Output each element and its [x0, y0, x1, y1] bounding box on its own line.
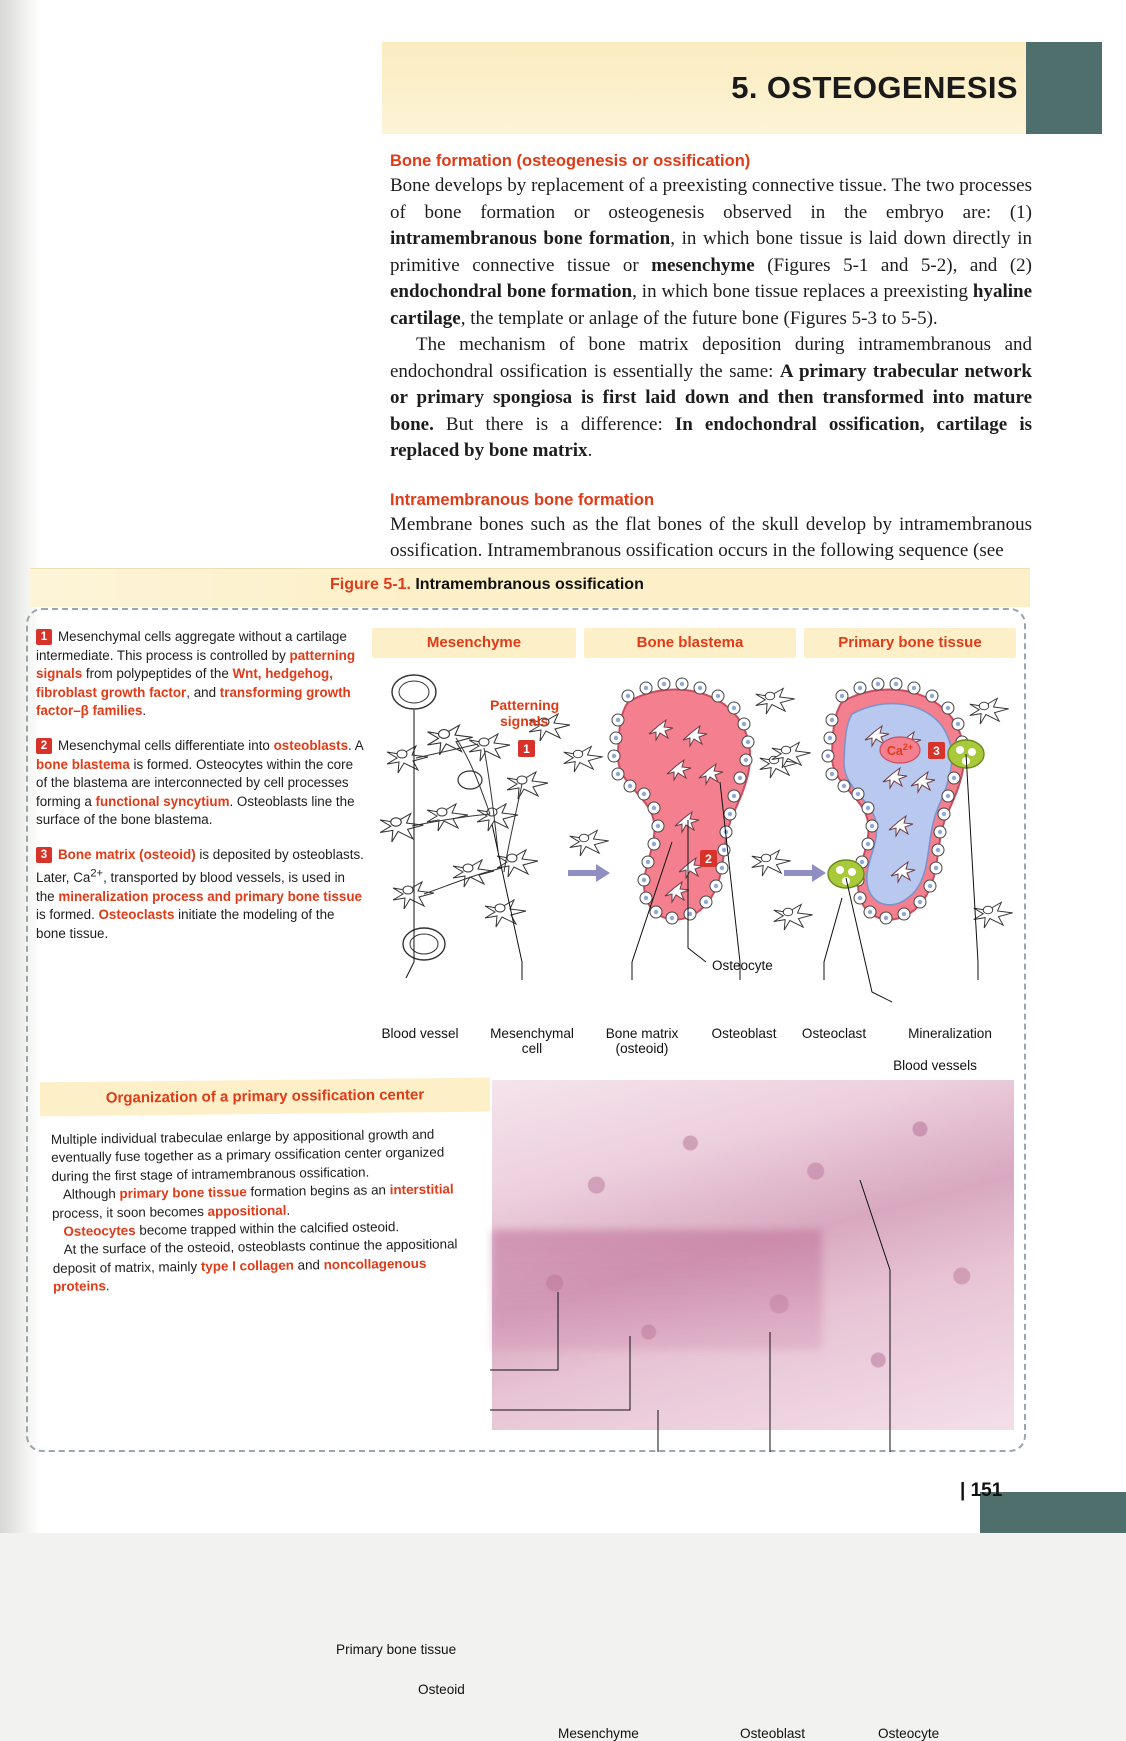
paragraph-3: Membrane bones such as the flat bones of the skull develop by intramembranous ossification. Intramembranous ossification occurs in the following sequence (see: [390, 513, 1032, 561]
label-osteoid: Osteoid: [418, 1682, 465, 1697]
label-patterning-signals-1: Patterning: [490, 697, 560, 713]
header-corner-block: [1026, 42, 1102, 134]
page-title: 5. OSTEOGENESIS: [731, 70, 1018, 105]
section-heading-1: Bone formation (osteogenesis or ossification): [390, 152, 751, 170]
label-primary-bone-tissue: Primary bone tissue: [336, 1642, 457, 1657]
panel-header-bone-blastema: Bone blastema: [584, 628, 796, 658]
panel-header-primary-bone-tissue: Primary bone tissue: [804, 628, 1016, 658]
note-2: [36, 737, 366, 830]
label-osteoblast: Osteoblast: [711, 1026, 777, 1041]
paragraph-2: The mechanism of bone matrix deposition during intramembranous and endochondral ossification is essentially the same: A primary trabecular network or primary spongiosa is first laid down and then transformed into mature bone. But there is a difference: In endochondral ossification, cartilage is replaced by bone matrix.: [390, 334, 1032, 461]
step-badge-2: 2: [36, 738, 52, 754]
label-mineralization: Mineralization: [908, 1026, 992, 1041]
body-column: [390, 152, 1032, 565]
svg-text:3: 3: [933, 744, 940, 758]
label-osteoclast: Osteoclast: [801, 1026, 867, 1041]
label-mesenchyme: Mesenchyme: [558, 1726, 639, 1741]
figure-number: Figure 5-1.: [330, 576, 411, 593]
note-3: [36, 846, 366, 943]
panel-bone-blastema-art: [564, 678, 799, 973]
panel-mesenchyme-art: [380, 675, 570, 960]
label-osteocyte-micro: Osteocyte: [878, 1726, 940, 1741]
note-3-text: Bone matrix (osteoid) is deposited by osteoblasts. Later, $Ca^{2+}$, transported by blood vessels, is used in the mineralization process and primary bone tissue is formed. Osteoclasts initiate the modeling of the bone tissue.: [36, 846, 364, 941]
figure-name: Intramembranous ossification: [415, 576, 644, 593]
svg-text:Ca2+: $Ca^{2+}$: [886, 742, 914, 758]
step-badge-3: 3: [36, 847, 52, 863]
label-mesenchymal-cell: Mesenchymal cell: [490, 1026, 574, 1056]
section-heading-2: Intramembranous bone formation: [390, 490, 655, 509]
svg-text:2: 2: [705, 852, 712, 866]
step-badge-1: 1: [36, 629, 52, 645]
figure-notes: [36, 628, 366, 959]
label-blood-vessel: Blood vessel: [381, 1026, 459, 1041]
ossification-diagram: [372, 662, 1018, 1032]
note-2-text: Mesenchymal cells differentiate into osteoblasts. A bone blastema is formed. Osteocytes within the core of the blastema are interconnected by cell processes forming a functional syncytium. Osteoblasts line the surface of the bone blastema.: [36, 737, 363, 828]
label-osteoblast-micro: Osteoblast: [740, 1726, 805, 1741]
panel-primary-bone-art: [772, 678, 1013, 930]
label-osteocyte-inner: Osteocyte: [712, 958, 773, 973]
figure-artwork: [372, 662, 1018, 1032]
arrow-2: [784, 864, 826, 882]
note-1-text: Mesenchymal cells aggregate without a cartilage intermediate. This process is controlled by patterning signals from polypeptides of the Wnt, hedgehog, fibroblast growth factor, and transforming growth factor–β families.: [36, 629, 356, 719]
paragraph-1: Bone develops by replacement of a preexisting connective tissue. The two processes of bone formation or osteogenesis observed in the embryo are: (1) intramembranous bone formation, in which bone tissue is laid down directly in primitive connective tissue or mesenchyme (Figures 5-1 and 5-2), and (2) endochondral bone formation, in which bone tissue replaces a preexisting hyaline cartilage, the template or anlage of the future bone (Figures 5-3 to 5-5).: [390, 175, 1033, 329]
arrow-1: [568, 864, 610, 882]
micrograph-leader-lines: [300, 1080, 1030, 1480]
page-number: | 151: [960, 1480, 1003, 1501]
label-blood-vessels: Blood vessels: [893, 1058, 977, 1073]
svg-text:1: 1: [523, 742, 530, 756]
figure-caption: [330, 576, 644, 594]
osteoclast-2: [828, 860, 864, 888]
ossification-box-title: Organization of a primary ossification center: [40, 1078, 490, 1117]
label-bone-matrix: Bone matrix (osteoid): [605, 1026, 679, 1056]
note-1: [36, 628, 366, 721]
ossification-box-text: Multiple individual trabeculae enlarge by appositional growth and eventually fuse together as a primary ossification center organized during the first stage of intramembranous ossification. Although primary bone tissue formation begins as an interstitial process, it soon becomes appositional. Osteocytes become trapped within the calcified osteoid. At the surface of the osteoid, osteoblasts continue the appositional deposit of matrix, mainly type I collagen and noncollagenous proteins.: [50, 1126, 458, 1295]
panel-header-mesenchyme: Mesenchyme: [372, 628, 576, 658]
label-patterning-signals-2: signals: [500, 713, 549, 729]
